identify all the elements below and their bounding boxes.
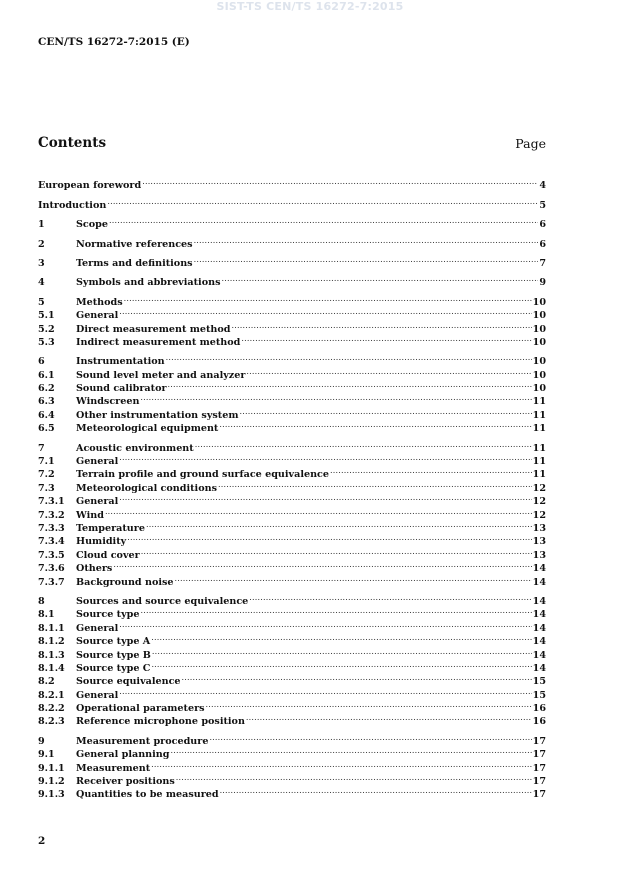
toc-dot-leader (206, 698, 532, 711)
toc-dot-leader (176, 771, 532, 784)
toc-entry-number: 8.2.1 (38, 689, 65, 701)
watermark: SIST-TS CEN/TS 16272-7:2015 (216, 0, 404, 13)
toc-entry-title: Receiver positions (76, 776, 175, 788)
toc-entry-page: 14 (532, 662, 546, 674)
toc-entry-title: Operational parameters (76, 703, 205, 715)
toc-entry-number: 4 (38, 277, 45, 289)
toc-entry-title: Measurement procedure (76, 735, 209, 747)
toc-entry[interactable] (38, 518, 546, 534)
toc-entry-title: Sound level meter and analyzer (76, 369, 246, 381)
toc-dot-leader (151, 757, 532, 770)
toc-entry-page: 17 (532, 735, 546, 747)
toc-entry-title: Instrumentation (76, 356, 165, 368)
toc-entry-number: 8.1 (38, 609, 55, 621)
toc-entry-number: 9.1.2 (38, 776, 65, 788)
toc-dot-leader (168, 378, 532, 391)
toc-entry-page: 6 (539, 219, 546, 231)
toc-entry-title: Other instrumentation system (76, 409, 239, 421)
contents-heading: Contents (38, 135, 107, 151)
toc-entry[interactable] (38, 272, 546, 289)
toc-entry-title: Indirect measurement method (76, 336, 241, 348)
toc-entry-title: Background noise (76, 576, 174, 588)
toc-dot-leader (209, 730, 531, 743)
toc-entry-page: 17 (532, 776, 546, 788)
toc-entry[interactable] (38, 591, 546, 607)
toc-entry-page: 10 (532, 323, 546, 335)
toc-entry-title: Source equivalence (76, 676, 181, 688)
page-number: 2 (38, 835, 46, 847)
toc-entry-number: 7 (38, 442, 45, 454)
toc-entry-page: 14 (532, 622, 546, 634)
toc-entry-page: 9 (539, 277, 546, 289)
toc-entry-title: General (76, 689, 119, 701)
toc-entry-page: 11 (532, 409, 546, 421)
toc-entry-page: 16 (532, 716, 546, 728)
toc-dot-leader (107, 194, 538, 207)
toc-entry-page: 13 (532, 522, 546, 534)
toc-dot-leader (141, 544, 532, 557)
toc-dot-leader (146, 518, 532, 531)
toc-entry[interactable] (38, 558, 546, 575)
toc-entry-page: 4 (539, 180, 546, 192)
toc-dot-leader (119, 617, 531, 630)
toc-dot-leader (241, 332, 531, 345)
toc-entry-page: 12 (532, 482, 546, 494)
toc-entry-page: 7 (539, 257, 546, 269)
toc-dot-leader (140, 604, 531, 617)
toc-entry-title: General planning (76, 749, 170, 761)
toc-entry-number: 6.5 (38, 423, 55, 435)
toc-entry[interactable] (38, 571, 546, 588)
toc-entry-page: 17 (532, 789, 546, 801)
toc-dot-leader (246, 711, 532, 724)
toc-entry-title: Quantities to be measured (76, 789, 219, 801)
toc-dot-leader (140, 391, 531, 404)
toc-entry-page: 12 (532, 509, 546, 521)
toc-entry-page: 11 (532, 396, 546, 408)
toc-entry-title: Sound calibrator (76, 383, 167, 395)
toc-entry-title: Source type C (76, 662, 151, 674)
toc-dot-leader (151, 631, 531, 644)
toc-entry-number: 6 (38, 356, 45, 368)
toc-dot-leader (330, 464, 532, 477)
toc-entry-number: 7.3 (38, 482, 55, 494)
toc-entry-title: Meteorological equipment (76, 423, 219, 435)
toc-entry-page: 17 (532, 762, 546, 774)
toc-entry-title: Source type A (76, 636, 151, 648)
toc-dot-leader (119, 305, 531, 318)
toc-entry-title: Meteorological conditions (76, 482, 217, 494)
toc-dot-leader (113, 558, 531, 571)
toc-entry-number: 7.1 (38, 456, 55, 468)
toc-entry-page: 14 (532, 563, 546, 575)
toc-entry-title: European foreword (38, 180, 142, 192)
toc-entry[interactable] (38, 233, 546, 250)
table-of-contents (38, 175, 546, 801)
toc-dot-leader (246, 364, 531, 377)
toc-entry-title: Symbols and abbreviations (76, 277, 221, 289)
toc-entry-page: 14 (532, 636, 546, 648)
toc-entry-number: 5.2 (38, 323, 55, 335)
toc-entry-number: 8.1.1 (38, 622, 65, 634)
toc-entry-page: 10 (532, 356, 546, 368)
toc-entry-page: 15 (532, 689, 546, 701)
toc-entry[interactable] (38, 437, 546, 454)
toc-entry-title: Windscreen (76, 396, 140, 408)
toc-entry-title: Source type (76, 609, 140, 621)
toc-entry[interactable] (38, 504, 546, 521)
toc-entry-number: 9.1.1 (38, 762, 65, 774)
toc-entry-page: 10 (532, 296, 546, 308)
toc-dot-leader (182, 671, 532, 684)
toc-dot-leader (219, 418, 531, 431)
toc-entry-number: 8.2 (38, 676, 55, 688)
toc-entry[interactable] (38, 291, 546, 308)
toc-entry-page: 6 (539, 238, 546, 250)
toc-dot-leader (105, 504, 532, 517)
toc-entry-page: 11 (532, 423, 546, 435)
toc-entry-page: 14 (532, 649, 546, 661)
toc-entry-page: 11 (532, 442, 546, 454)
toc-dot-leader (166, 351, 532, 364)
toc-entry-number: 8.2.2 (38, 703, 65, 715)
toc-entry-page: 15 (532, 676, 546, 688)
toc-entry-number: 8.1.2 (38, 636, 65, 648)
toc-entry-page: 10 (532, 383, 546, 395)
toc-entry-number: 3 (38, 257, 45, 269)
toc-dot-leader (249, 591, 531, 604)
toc-entry-page: 17 (532, 749, 546, 761)
toc-entry-number: 7.3.7 (38, 576, 65, 588)
toc-entry-number: 9.1 (38, 749, 55, 761)
toc-entry[interactable] (38, 175, 546, 192)
toc-entry[interactable] (38, 351, 546, 368)
toc-entry-page: 11 (532, 456, 546, 468)
toc-entry[interactable] (38, 194, 546, 211)
toc-entry-number: 8 (38, 595, 45, 607)
toc-dot-leader (170, 744, 531, 757)
toc-entry-title: Methods (76, 296, 123, 308)
toc-entry-number: 5.3 (38, 336, 55, 348)
toc-entry-page: 14 (532, 595, 546, 607)
toc-entry-page: 13 (532, 536, 546, 548)
toc-entry-page: 16 (532, 703, 546, 715)
toc-dot-leader (127, 531, 531, 544)
toc-dot-leader (195, 437, 532, 450)
toc-entry-page: 11 (532, 469, 546, 481)
toc-dot-leader (218, 477, 532, 490)
toc-dot-leader (239, 404, 531, 417)
toc-entry-number: 5 (38, 296, 45, 308)
toc-entry-title: Humidity (76, 536, 127, 548)
toc-entry-number: 7.3.1 (38, 496, 65, 508)
toc-entry-page: 10 (532, 310, 546, 322)
toc-dot-leader (194, 253, 539, 266)
toc-entry-page: 10 (532, 369, 546, 381)
toc-entry-title: Introduction (38, 199, 107, 211)
toc-entry-number: 7.3.6 (38, 563, 65, 575)
toc-entry-title: Sources and source equivalence (76, 595, 249, 607)
toc-entry-number: 6.4 (38, 409, 55, 421)
toc-entry-title: General (76, 456, 119, 468)
toc-entry-number: 9.1.3 (38, 789, 65, 801)
toc-entry-number: 5.1 (38, 310, 55, 322)
toc-entry-title: Reference microphone position (76, 716, 245, 728)
toc-dot-leader (194, 233, 539, 246)
toc-entry-number: 7.2 (38, 469, 55, 481)
toc-entry-number: 2 (38, 238, 45, 250)
toc-entry-title: Cloud cover (76, 549, 140, 561)
toc-entry-number: 6.1 (38, 369, 55, 381)
toc-dot-leader (152, 644, 532, 657)
toc-entry-title: Terms and definitions (76, 257, 193, 269)
toc-dot-leader (221, 272, 538, 285)
toc-entry-page: 13 (532, 549, 546, 561)
toc-dot-leader (220, 784, 532, 797)
toc-dot-leader (175, 571, 532, 584)
page-column-label: Page (515, 136, 546, 151)
toc-entry-number: 7.3.3 (38, 522, 65, 534)
toc-entry[interactable] (38, 730, 546, 747)
toc-dot-leader (119, 451, 531, 464)
toc-dot-leader (119, 684, 531, 697)
toc-entry-number: 1 (38, 219, 45, 231)
toc-dot-leader (232, 318, 532, 331)
toc-entry-number: 7.3.2 (38, 509, 65, 521)
toc-entry-number: 8.2.3 (38, 716, 65, 728)
toc-entry-page: 10 (532, 336, 546, 348)
toc-entry-title: General (76, 622, 119, 634)
toc-entry-number: 7.3.4 (38, 536, 65, 548)
toc-entry[interactable] (38, 253, 546, 269)
toc-entry-title: Others (76, 563, 113, 575)
toc-entry-title: General (76, 496, 119, 508)
toc-entry-page: 14 (532, 576, 546, 588)
toc-entry-page: 14 (532, 609, 546, 621)
toc-entry-title: Terrain profile and ground surface equivalence (76, 469, 330, 481)
toc-entry-number: 9 (38, 735, 45, 747)
toc-entry-title: General (76, 310, 119, 322)
toc-entry-title: Normative references (76, 238, 193, 250)
toc-entry-title: Direct measurement method (76, 323, 231, 335)
toc-dot-leader (109, 214, 538, 227)
toc-dot-leader (119, 491, 531, 504)
document-id: CEN/TS 16272-7:2015 (E) (38, 36, 190, 48)
toc-entry-number: 6.2 (38, 383, 55, 395)
toc-entry-number: 7.3.5 (38, 549, 65, 561)
toc-dot-leader (124, 291, 532, 304)
toc-dot-leader (142, 175, 538, 188)
toc-entry-number: 6.3 (38, 396, 55, 408)
toc-entry-number: 8.1.4 (38, 662, 65, 674)
toc-entry-title: Measurement (76, 762, 151, 774)
toc-entry-page: 12 (532, 496, 546, 508)
toc-entry-title: Wind (76, 509, 104, 521)
toc-entry-page: 5 (539, 199, 546, 211)
toc-entry-title: Scope (76, 219, 108, 231)
toc-entry-title: Acoustic environment (76, 442, 194, 454)
toc-entry-title: Source type B (76, 649, 151, 661)
toc-entry-title: Temperature (76, 522, 145, 534)
toc-entry-number: 8.1.3 (38, 649, 65, 661)
toc-entry[interactable] (38, 214, 546, 231)
toc-dot-leader (151, 658, 531, 671)
